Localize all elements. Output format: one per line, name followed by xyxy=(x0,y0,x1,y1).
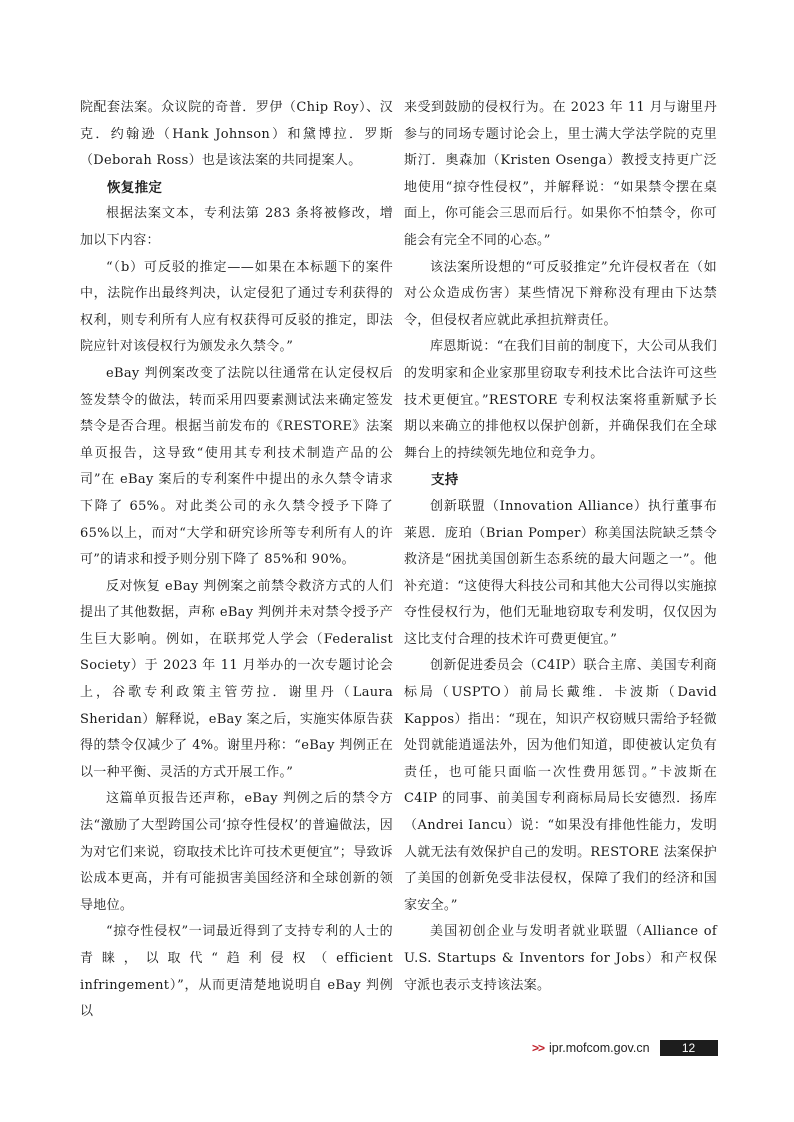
quoted-provision: “（b）可反驳的推定——如果在本标题下的案件中，法院作出最终判决，认定侵犯了通过专利获得的权利，则专利所有人应有权获得可反驳的推定，即法院应针对该侵权行为颁发永久禁令。” xyxy=(80,259,393,355)
paragraph: 该法案所设想的“可反驳推定”允许侵权者在（如对公众造成伤害）某些情况下辩称没有理由下达禁令，但侵权者应就此承担抗辩责任。 xyxy=(404,259,717,328)
section-heading: 恢复推定 xyxy=(107,179,163,196)
right-column xyxy=(404,95,717,999)
paragraph: 反对恢复 eBay 判例案之前禁令救济方式的人们提出了其他数据，声称 eBay 判例并未对禁令授予产生巨大影响。例如，在联邦党人学会（Federalist Society）于 2023 年 11 月举办的一次专题讨论会上，谷歌专利政策主管劳拉．谢里丹（Laura Sheridan）解释说，eBay 案之后，实施实体原告获得的禁令仅减少了 4%。谢里丹称：“eBay 判例正在以一种平衡、灵活的方式开展工作。” xyxy=(80,578,393,780)
paragraph: eBay 判例案改变了法院以往通常在认定侵权后签发禁令的做法，转而采用四要素测试法来确定签发禁令是否合理。根据当前发布的《RESTORE》法案单页报告，这导致“使用其专利技术制造产品的公司”在 eBay 案后的专利案件中提出的永久禁令请求下降了 65%。对此类公司的永久禁令授予下降了 65%以上，而对“大学和研究诊所等专利所有人的许可”的请求和授予则分别下降了 85%和 90%。 xyxy=(80,365,393,568)
paragraph: 来受到鼓励的侵权行为。在 2023 年 11 月与谢里丹参与的同场专题讨论会上，里士满大学法学院的克里斯汀．奥森加（Kristen Osenga）教授支持更广泛地使用“掠夺性侵权”，并解释说：“如果禁令摆在桌面上，你可能会三思而后行。如果你不怕禁令，你可能会有完全不同的心态。” xyxy=(404,100,717,248)
left-column xyxy=(80,95,393,1026)
page-footer xyxy=(532,1039,718,1057)
paragraph: 根据法案文本，专利法第 283 条将被修改，增加以下内容： xyxy=(80,206,393,248)
paragraph: 院配套法案。众议院的奇普．罗伊（Chip Roy）、汉克．约翰逊（Hank Johnson）和黛博拉．罗斯（Deborah Ross）也是该法案的共同提案人。 xyxy=(80,100,393,169)
paragraph: 这篇单页报告还声称，eBay 判例之后的禁令方法“激励了大型跨国公司‘掠夺性侵权’的普遍做法，因为对它们来说，窃取技术比许可技术更便宜”；导致诉讼成本更高，并有可能损害美国经济和全球创新的领导地位。 xyxy=(80,791,393,913)
footer-url-link[interactable]: ipr.mofcom.gov.cn xyxy=(549,1041,650,1055)
double-chevron-right-icon: >> xyxy=(532,1041,545,1055)
section-heading: 支持 xyxy=(431,472,459,489)
paragraph: “掠夺性侵权”一词最近得到了支持专利的人士的青睐，以取代“趋利侵权（efficient infringement）”，从而更清楚地说明自 eBay 判例以 xyxy=(80,924,393,1020)
page-number: 12 xyxy=(660,1040,718,1056)
paragraph: 库恩斯说：“在我们目前的制度下，大公司从我们的发明家和企业家那里窃取专利技术比合法许可这些技术更便宜。”RESTORE 专利权法案将重新赋予长期以来确立的排他权以保护创新，并确保我们在全球舞台上的持续领先地位和竞争力。 xyxy=(404,339,717,461)
paragraph: 美国初创企业与发明者就业联盟（Alliance of U.S. Startups & Inventors for Jobs）和产权保守派也表示支持该法案。 xyxy=(404,924,717,993)
paragraph: 创新促进委员会（C4IP）联合主席、美国专利商标局（USPTO）前局长戴维．卡波斯（David Kappos）指出：“现在，知识产权窃贼只需给予轻微处罚就能逍遥法外，因为他们知道，即使被认定负有责任，也可能只面临一次性费用惩罚。”卡波斯在 C4IP 的同事、前美国专利商标局局长安德烈．扬库（Andrei Iancu）说：“如果没有排他性能力，发明人就无法有效保护自己的发明。RESTORE 法案保护了美国的创新免受非法侵权，保障了我们的经济和国家安全。” xyxy=(404,658,717,913)
paragraph: 创新联盟（Innovation Alliance）执行董事布莱恩．庞珀（Brian Pomper）称美国法院缺乏禁令救济是“困扰美国创新生态系统的最大问题之一”。他补充道：“这使得大科技公司和其他大公司得以实施掠夺性侵权行为，他们无耻地窃取专利发明，仅仅因为这比支付合理的技术许可费更便宜。” xyxy=(404,498,717,647)
